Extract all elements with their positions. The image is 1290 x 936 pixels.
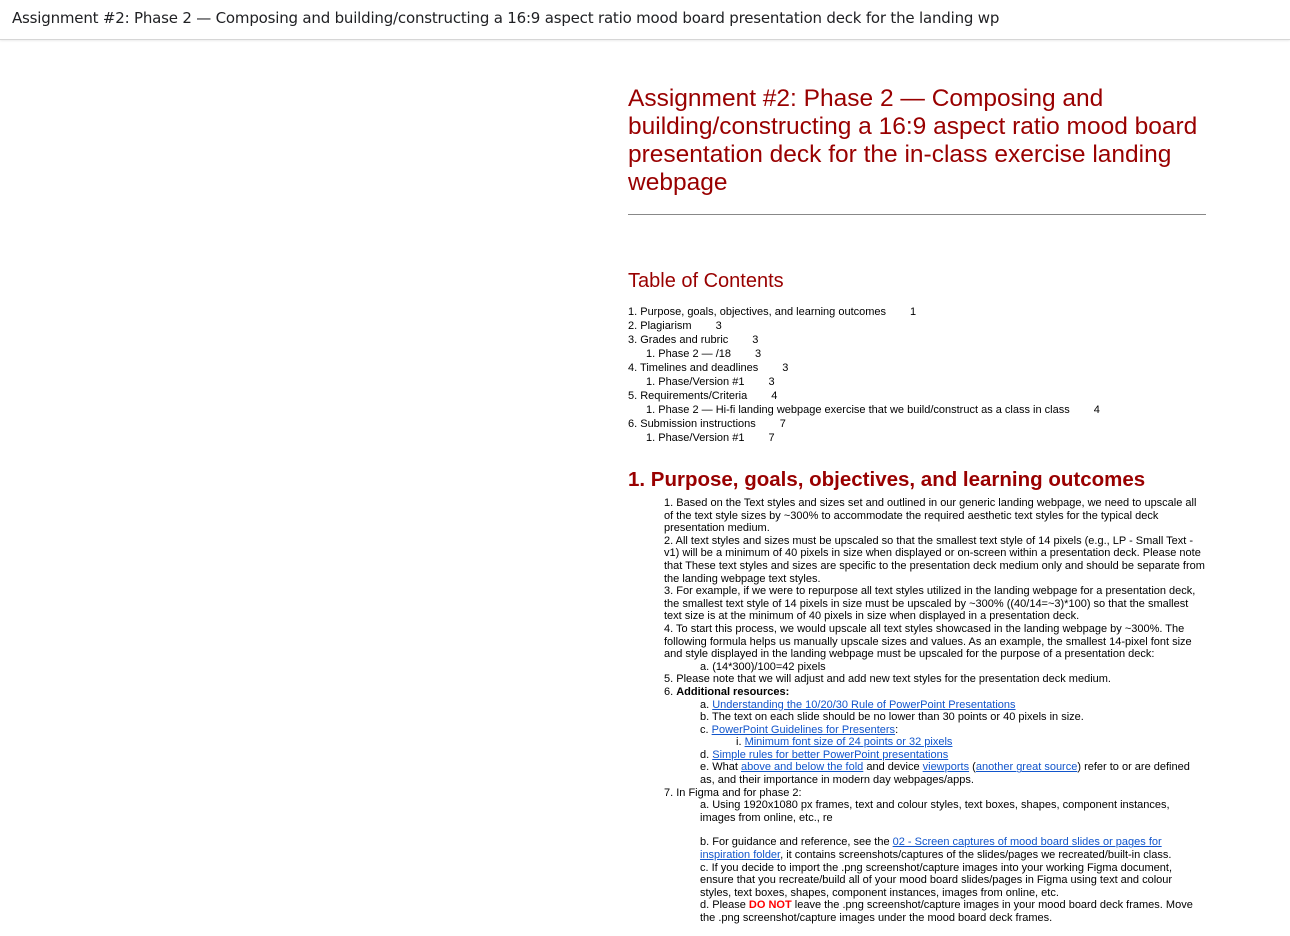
toc-item[interactable]: 5. Requirements/Criteria 4 [628,390,778,402]
list-subitem: e. What above and below the fold and device viewports (another great source) refer to or are defined as, and their importance in modern day webpages/apps. [700,761,1190,787]
toc-item[interactable]: 3. Grades and rubric 3 [628,334,759,346]
resource-link[interactable]: PowerPoint Guidelines for Presenters [711,723,896,736]
section-heading: 1. Purpose, goals, objectives, and learning outcomes [628,468,1146,491]
spacer [628,824,1206,836]
list-subitem: b. The text on each slide should be no lower than 30 points or 40 pixels in size. [700,711,1084,724]
list-subitem: d. Simple rules for better PowerPoint presentations [700,748,949,761]
title-divider [628,214,1206,215]
list-subitem: c. PowerPoint Guidelines for Presenters: [700,723,899,736]
resource-link[interactable]: viewports [922,761,970,774]
table-of-contents [628,305,1206,445]
toc-subitem[interactable]: 1. Phase/Version #1 7 [646,432,775,444]
resources-label: Additional resources: [676,685,790,698]
window-title: Assignment #2: Phase 2 — Composing and building/constructing a 16:9 aspect ratio mood board presentation deck for the landing wp [12,9,1000,27]
warning-text: DO NOT [748,899,792,912]
toc-item[interactable]: 1. Purpose, goals, objectives, and learning outcomes 1 [628,306,917,318]
list-subitem: c. If you decide to import the .png screenshot/capture images into your working Figma document, ensure that you recreate/build all of your mood board slides/pages in Figma using text and colour styles, text boxes, shapes, component instances, images from online, etc. [700,861,1173,899]
toc-item[interactable]: 4. Timelines and deadlines 3 [628,362,789,374]
doc-title: Assignment #2: Phase 2 — Composing and building/constructing a 16:9 aspect ratio mood board presentation deck for the in-class exercise landing webpage [628,85,1198,196]
resource-link[interactable]: another great source [975,761,1078,774]
toc-subitem[interactable]: 1. Phase/Version #1 3 [646,376,775,388]
toc-item[interactable]: 6. Submission instructions 7 [628,418,786,430]
list-subsubitem: i. Minimum font size of 24 points or 32 pixels [736,736,953,749]
list-item: 6. Additional resources: [664,685,790,698]
list-item: 4. To start this process, we would upscale all text styles showcased in the landing webpage by ~300%. The following formula helps us manually upscale sizes and values. As an example, the smallest 14-pixel font size and style displayed in the landing webpage must be upscaled for the purpose of a presentation deck: [664,622,1192,661]
top-bar [0,0,1290,40]
resource-link[interactable]: Simple rules for better PowerPoint presentations [712,748,949,761]
list-item: 2. All text styles and sizes must be upscaled so that the smallest text style of 14 pixels (e.g., LP - Small Text - v1) will be a minimum of 40 pixels in size when displayed or on-screen within a presentation deck. Please note that These text styles and sizes are specific to the presentation deck medium only and should be separate from the landing webpage text styles. [664,534,1205,585]
toc-subitem[interactable]: 1. Phase 2 — Hi-fi landing webpage exercise that we build/construct as a class in class 4 [646,404,1100,416]
list-item: 1. Based on the Text styles and sizes set and outlined in our generic landing webpage, we need to upscale all of the text style sizes by ~300% to accommodate the required aesthetic text styles for the typical deck presentation medium. [664,497,1197,535]
resource-link[interactable]: Minimum font size of 24 points or 32 pixels [744,736,953,749]
list-subitem: b. For guidance and reference, see the 02 - Screen captures of mood board slides or pages for inspiration folder, it contains screenshots/captures of the slides/pages we recreated/built-in class. [700,836,1172,862]
list-subitem: a. (14*300)/100=42 pixels [700,660,826,673]
list-subitem: d. Please DO NOT leave the .png screenshot/capture images in your mood board deck frames. Move the .png screenshot/capture images under the mood board deck frames. [700,899,1193,924]
document [628,85,1206,925]
list-item: 7. In Figma and for phase 2: [664,786,802,799]
section-body [628,497,1206,925]
list-item: 5. Please note that we will adjust and add new text styles for the presentation deck medium. [664,673,1111,686]
toc-subitem[interactable]: 1. Phase 2 — /18 3 [646,348,762,360]
toc-item[interactable]: 2. Plagiarism 3 [628,320,722,332]
list-subitem: a. Using 1920x1080 px frames, text and colour styles, text boxes, shapes, component instances, images from online, etc., re [700,799,1170,824]
list-item: 3. For example, if we were to repurpose all text styles utilized in the landing webpage for a presentation deck, the smallest text style of 14 pixels in size must be upscaled by ~300% ((40/14=~3)*100) so that the smallest text size is at the minimum of 40 pixels in size when displayed in a presentation deck. [664,585,1196,623]
resource-link[interactable]: above and below the fold [740,761,864,774]
resource-link[interactable]: Understanding the 10/20/30 Rule of PowerPoint Presentations [712,698,1016,711]
toc-heading: Table of Contents [628,270,784,292]
folder-link[interactable]: 02 - Screen captures of mood board slides or pages for inspiration folder [700,836,1162,862]
list-subitem: a. Understanding the 10/20/30 Rule of PowerPoint Presentations [700,698,1016,711]
